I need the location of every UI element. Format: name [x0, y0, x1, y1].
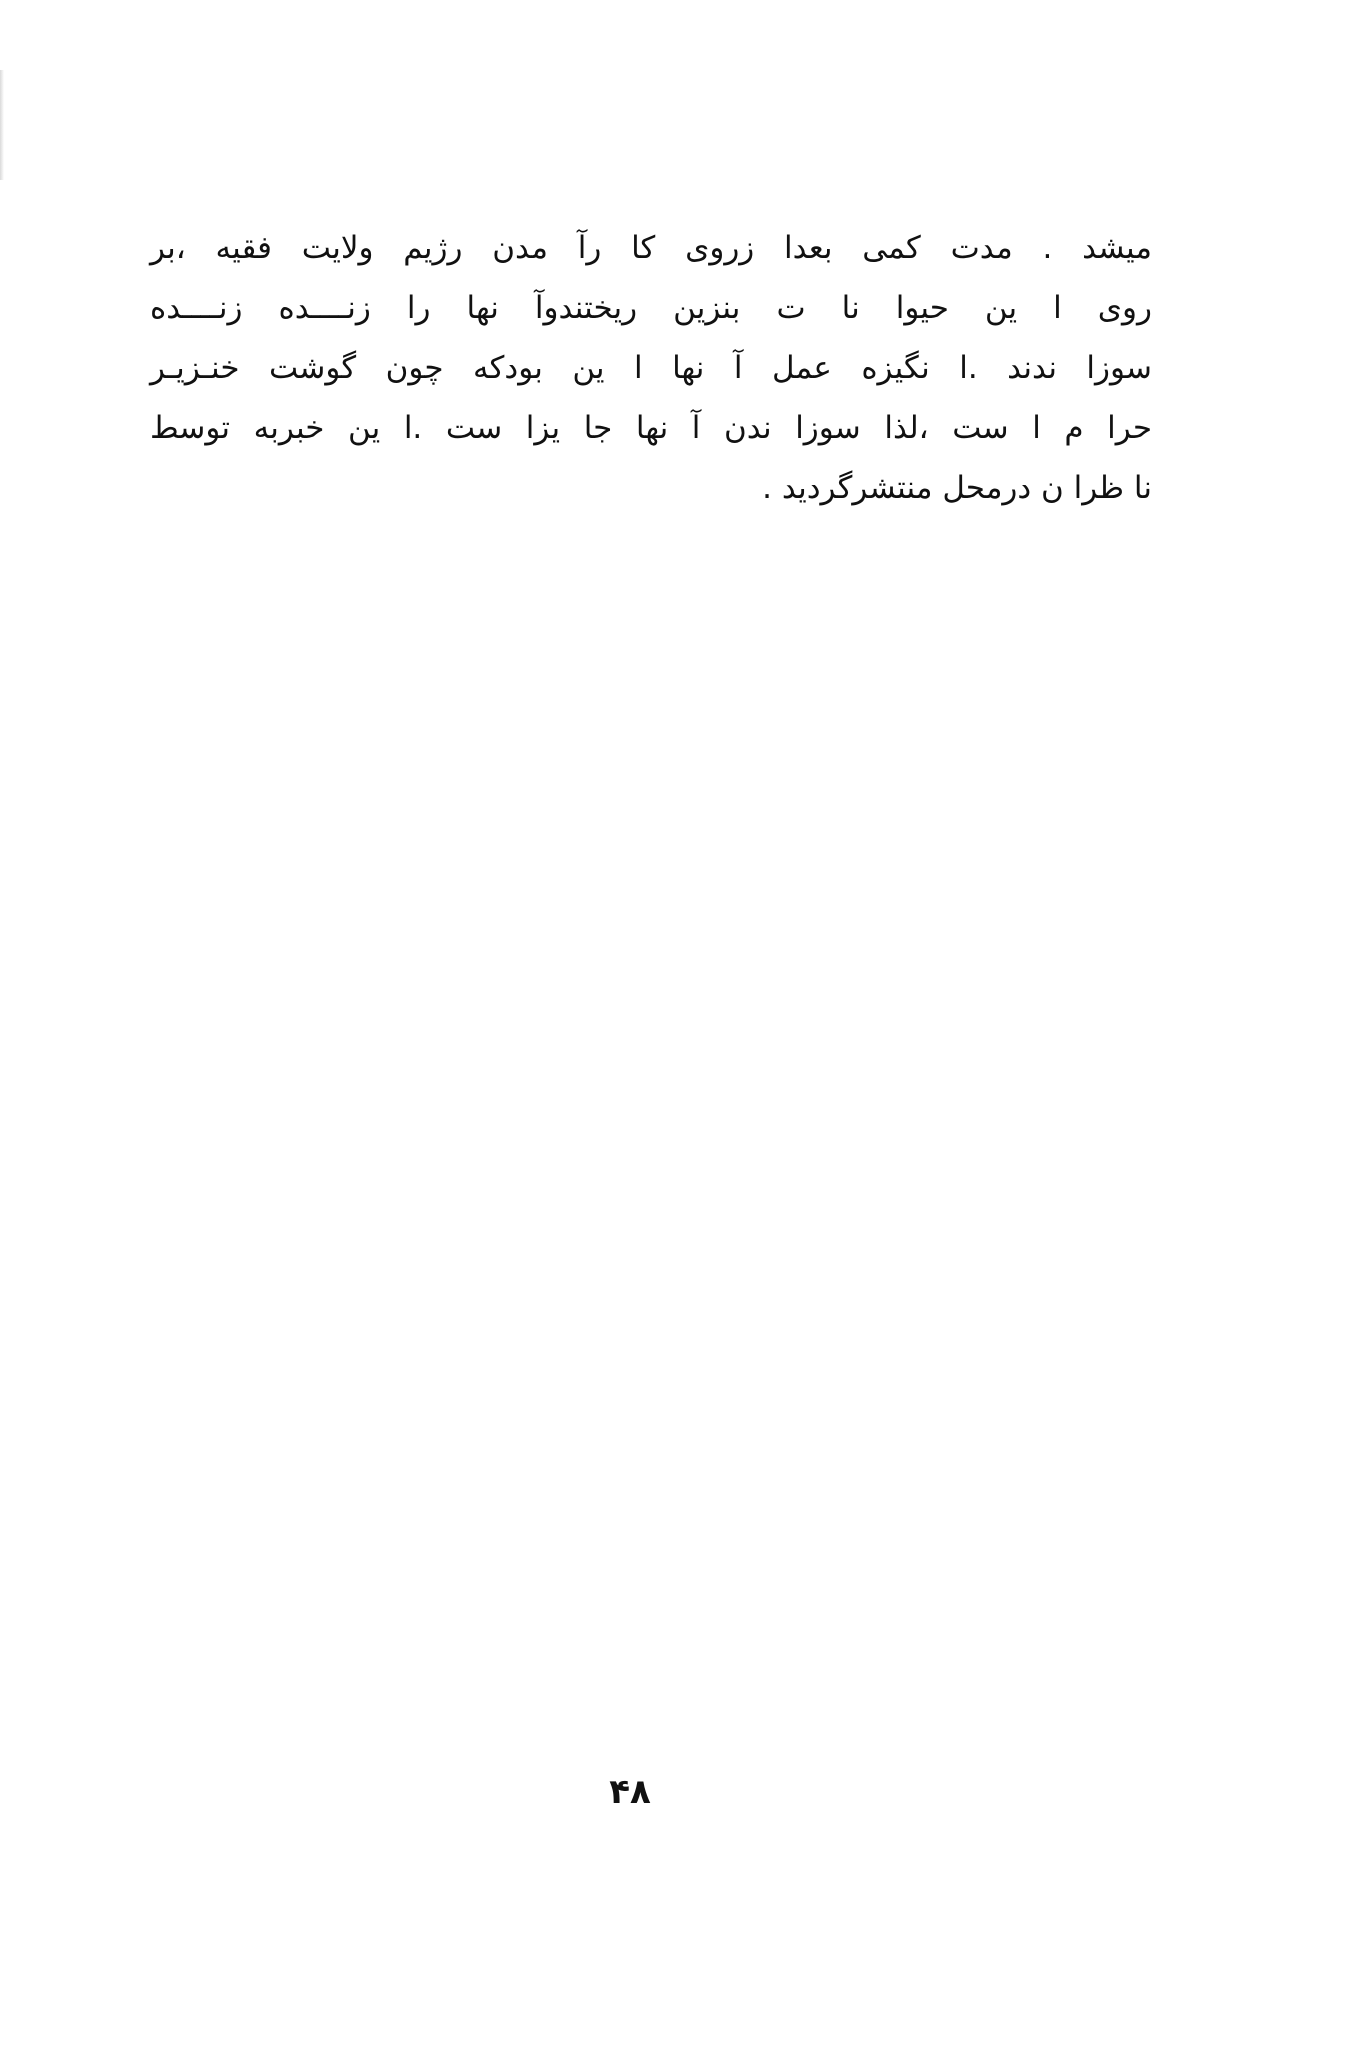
paragraph-line-2: روی ا ین حیوا نا ت بنزین ریختندوآ نها را زنــــده زنــــده [150, 290, 1152, 326]
paragraph-line-1: میشد . مدت کمی بعدا زروی کا رآ مدن رژیم ولایت فقیه ،بر [150, 230, 1152, 266]
paragraph-line-5: نا ظرا ن درمحل منتشرگردید . [762, 470, 1152, 506]
scan-edge-shadow [0, 70, 4, 180]
body-paragraph [150, 218, 1152, 518]
paragraph-line-3: سوزا ندند .ا نگیزه عمل آ نها ا ین بودکه چون گوشت خنـزیـر [150, 350, 1152, 386]
page-number: ۴۸ [609, 1772, 651, 1812]
paragraph-line-4: حرا م ا ست ،لذا سوزا ندن آ نها جا یزا ست .ا ین خبربه توسط [150, 410, 1152, 446]
